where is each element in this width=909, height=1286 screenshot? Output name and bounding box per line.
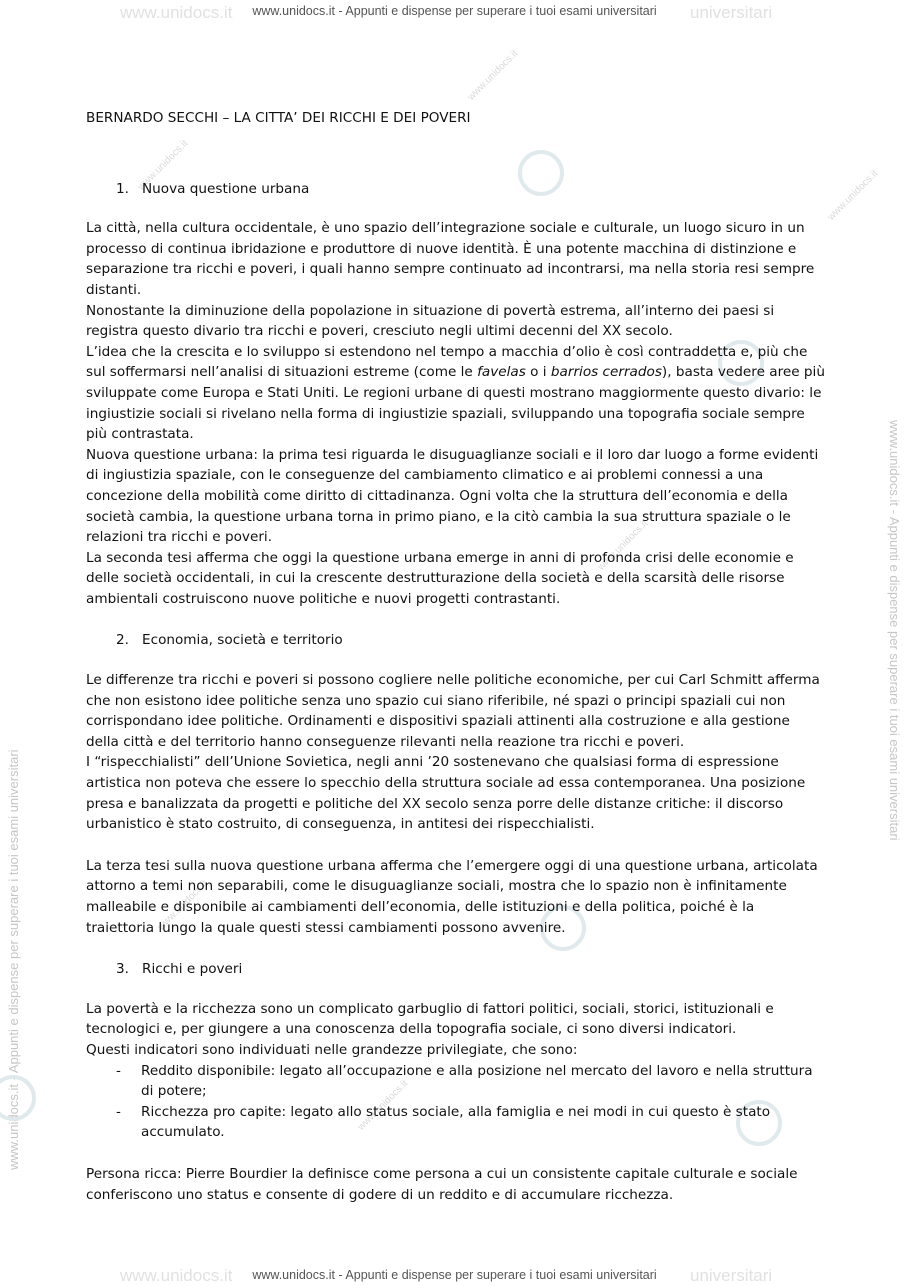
paragraph: L’idea che la crescita e lo sviluppo si estendono nel tempo a macchia d’olio è così contraddetta e, più che sul soffermarsi nell’analisi di situazioni estreme (come le favelas o i barrios cerrados), basta vedere aree più sviluppate come Europa e Stati Uniti. Le regioni urbane di questi mostrano maggiormente questo divario: le ingiustizie sociali si rivelano nella forma di ingiustizie spaziali, sviluppando una topografia sociale sempre più contrastata. [86, 343, 825, 443]
unidocs-logo-icon [0, 1075, 36, 1121]
watermark-faint-bottom: www.unidocs.it [120, 1266, 233, 1285]
section-title: Ricchi e poveri [142, 961, 243, 978]
paragraph: La città, nella cultura occidentale, è uno spazio dell’integrazione sociale e culturale, un luogo sicuro in un processo di continua ibridazione e produttore di nuove identità. È una potente macchina di distinzione e separazione tra ricchi e poveri, i quali hanno sempre continuato ad incontrarsi, ma nella storia resi sempre distanti. [86, 220, 815, 298]
watermark-diagonal: www.unidocs.it [155, 878, 211, 933]
list-item: - Ricchezza pro capite: legato allo status sociale, alla famiglia e nei modi in cui questo è stato accumulato. [116, 1103, 771, 1141]
paragraph: La terza tesi sulla nuova questione urbana afferma che l’emergere oggi di una questione urbana, articolata attorno a temi non separabili, come le disuguaglianze sociali, mostra che lo spazio non è infinitamente malleabile e disponibile ai cambiamenti dell’economia, delle istituzioni e della politica, poiché è la traiettoria lungo la quale questi stessi cambiamenti possono avvenire. [86, 857, 818, 936]
watermark-diagonal: www.unidocs.it [355, 1078, 411, 1133]
watermark-top: www.unidocs.it - Appunti e dispense per superare i tuoi esami universitari [252, 4, 657, 18]
paragraph: Nonostante la diminuzione della popolazione in situazione di povertà estrema, all’interno dei paesi si registra questo divario tra ricchi e poveri, cresciuto negli ultimi decenni del XX secolo. [86, 302, 775, 340]
watermark-left: www.unidocs.it - Appunti e dispense per superare i tuoi esami universitari [6, 749, 21, 1170]
paragraph: Nuova questione urbana: la prima tesi riguarda le disuguaglianze sociali e il loro dar luogo a forme evidenti di ingiustizia spaziale, con le conseguenze del cambiamento climatico e ai problemi connessi a una concezione della mobilità come diritto di cittadinanza. Ogni volta che la struttura dell’economia e della società cambia, la questione urbana torna in primo piano, e la citò cambia la sua struttura spaziale o le relazioni tra ricchi e poveri. [86, 446, 819, 546]
document-title: BERNARDO SECCHI – LA CITTA’ DEI RICCHI E DEI POVERI [86, 110, 471, 126]
section-title: Economia, società e territorio [142, 632, 343, 649]
italic-term: barrios cerrados [550, 364, 662, 381]
paragraph: Persona ricca: Pierre Bourdier la definisce come persona a cui un consistente capitale culturale e sociale conferiscono uno status e consente di godere di un reddito e di accumulare ricchezza. [86, 1165, 798, 1203]
paragraph: I “rispecchialisti” dell’Unione Sovietica, negli anni ’20 sostenevano che qualsiasi forma di espressione artistica non poteva che essere lo specchio della struttura sociale ad essa contemporanea. Una posizione presa e banalizzata da progetti e politiche del XX secolo senza porre delle distanze critiche: il discorso urbanistico è stato costruito, di conseguenza, in antitesi dei rispecchialisti. [86, 754, 806, 833]
document-page [86, 108, 826, 1205]
watermark-faint-top: www.unidocs.it [120, 3, 233, 22]
italic-term: favelas [477, 364, 526, 381]
section-number: 3. [116, 961, 129, 978]
paragraph: Questi indicatori sono individuati nelle grandezze privilegiate, che sono: [86, 1041, 578, 1058]
list-marker: - [116, 1103, 121, 1120]
watermark-bottom: www.unidocs.it - Appunti e dispense per superare i tuoi esami universitari [252, 1268, 657, 1282]
watermark-diagonal: www.unidocs.it [465, 48, 521, 103]
watermark-faint-top-right: universitari [690, 3, 773, 22]
watermark-diagonal: www.unidocs.it [595, 518, 651, 573]
paragraph: Le differenze tra ricchi e poveri si possono cogliere nelle politiche economiche, per cui Carl Schmitt afferma che non esistono idee politiche senza uno spazio cui siano riferibile, né spazi o principi spaziali cui non corrispondano idee politiche. Ordinamenti e dispositivi spaziali attinenti alla costruzione e alla gestione della città e del territorio hanno conseguenze rilevanti nella reazione tra ricchi e poveri. [86, 672, 820, 750]
watermark-faint-bottom-right: universitari [690, 1266, 773, 1285]
paragraph: La povertà e la ricchezza sono un complicato garbuglio di fattori politici, sociali, storici, istituzionali e tecnologici e, per giungere a una conoscenza della topografia sociale, ci sono diversi indicatori. [86, 1000, 774, 1038]
section-heading [116, 630, 826, 651]
watermark-diagonal: www.unidocs.it [825, 168, 881, 223]
section-heading [116, 179, 826, 200]
section-title: Nuova questione urbana [142, 180, 310, 197]
list-marker: - [116, 1062, 121, 1079]
list-item: - Reddito disponibile: legato all’occupazione e alla posizione nel mercato del lavoro e nella struttura di potere; [116, 1062, 813, 1100]
section-number: 1. [116, 180, 129, 197]
watermark-diagonal: www.unidocs.it [135, 138, 191, 193]
paragraph: La seconda tesi afferma che oggi la questione urbana emerge in anni di profonda crisi delle economie e delle società occidentali, in cui la crescente destrutturazione della società e della scarsità delle risorse ambientali costruiscono nuove politiche e nuovi progetti contrastanti. [86, 549, 794, 607]
indicator-list [86, 1061, 826, 1143]
section-heading [116, 959, 826, 980]
section-number: 2. [116, 632, 129, 649]
watermark-right: www.unidocs.it - Appunti e dispense per superare i tuoi esami universitari [887, 420, 902, 841]
